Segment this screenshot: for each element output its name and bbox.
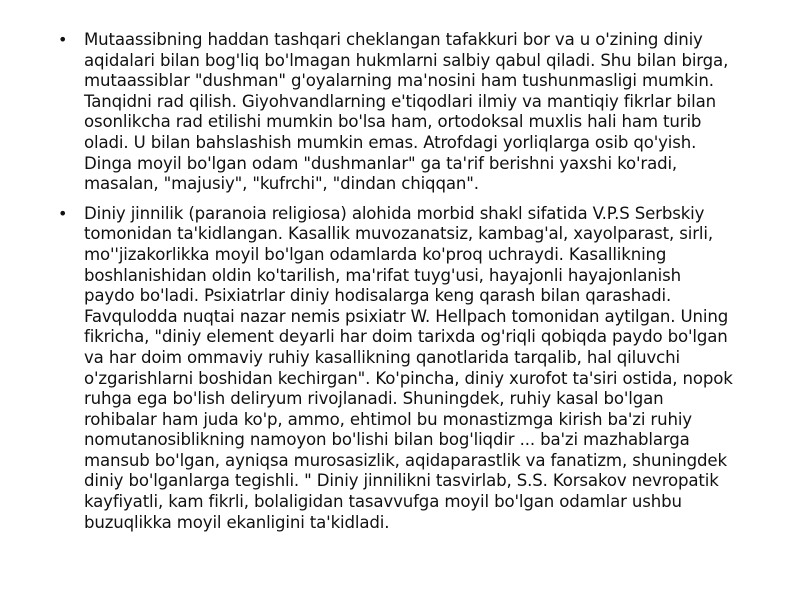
paragraph-text: Mutaassibning haddan tashqari cheklangan tafakkuri bor va u o'zining diniy aqidalari bilan bog'liq bo'lmagan hukmlarni salbiy qabul qiladi. Shu bilan birga, mutaassiblar "dushman" g'oyalarning ma'nosini ham tushunmasligi mumkin. Tanqidni rad qilish. Giyohvandlarning e'tiqodlari ilmiy va mantiqiy fikrlar bilan osonlikcha rad etilishi mumkin bo'lsa ham, ortodoksal muxlis hali ham turib oladi. U bilan bahslashish mumkin emas. Atrofdagi yorliqlarga osib qo'yish. Dinga moyil bo'lgan odam "dushmanlar" ga ta'rif berishni yaxshi ko'radi, masalan, "majusiy", "kufrchi", "dindan chiqqan". (84, 30, 729, 194)
bullet-paragraph-1 (56, 30, 736, 195)
bullet-icon: • (58, 30, 68, 49)
bullet-paragraph-2 (56, 204, 736, 534)
paragraph-text: Diniy jinnilik (paranoia religiosa) alohida morbid shakl sifatida V.P.S Serbskiy tomonidan ta'kidlangan. Kasallik muvozanatsiz, kambag'al, xayolparast, sirli, mo''jizakorlikka moyil bo'lgan odamlarda ko'proq uchraydi. Kasallikning boshlanishidan oldin ko'tarilish, ma'rifat tuyg'usi, hayajonli hayajonlanish paydo bo'ladi. Psixiatrlar diniy hodisalarga keng qarash bilan qarashadi. Favqulodda nuqtai nazar nemis psixiatr W. Hellpach tomonidan aytilgan. Uning fikricha, "diniy element deyarli har doim tarixda og'riqli qobiqda paydo bo'lgan va har doim ommaviy ruhiy kasallikning qanotlarida tarqalib, hal qiluvchi o'zgarishlarni boshidan kechirgan". Ko'pincha, diniy xurofot ta'siri ostida, nopok ruhga ega bo'lish deliryum rivojlanadi. Shuningdek, ruhiy kasal bo'lgan rohibalar ham juda ko'p, ammo, ehtimol bu monastizmga kirish ba'zi ruhiy nomutanosiblikning namoyon bo'lishi bilan bog'liqdir ... ba'zi mazhablarga mansub bo'lgan, ayniqsa murosasizlik, aqidaparastlik va fanatizm, shuningdek diniy bo'lganlarga tegishli. " Diniy jinnilikni tasvirlab, S.S. Korsakov nevropatik kayfiyatli, kam fikrli, bolaligidan tasavvufga moyil bo'lgan odamlar ushbu buzuqlikka moyil ekanligini ta'kidladi. (84, 203, 733, 532)
bullet-icon: • (58, 203, 68, 223)
bullet-list (56, 30, 736, 542)
